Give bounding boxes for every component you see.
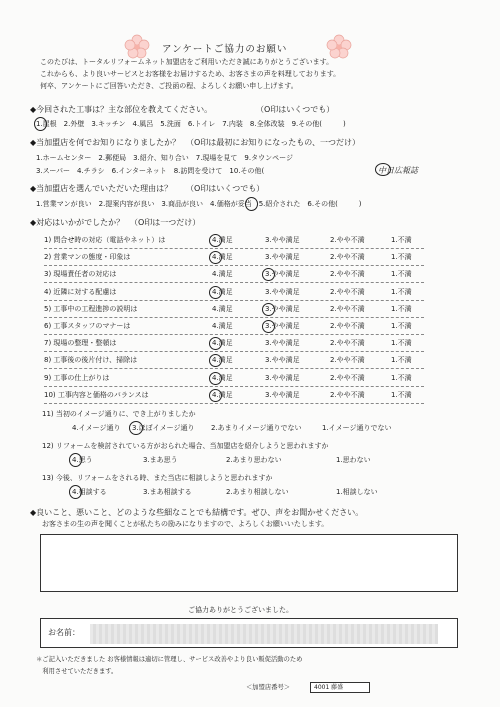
- rating-question-3: 3) 現場責任者の対応は: [44, 270, 117, 278]
- rating-option[interactable]: 1.不満: [391, 253, 412, 261]
- answer-circle: [209, 286, 222, 299]
- name-label: お名前：: [48, 628, 80, 637]
- q13-option-2[interactable]: 2.あまり相談しない: [226, 488, 289, 496]
- rating-option[interactable]: 3.やや満足: [265, 322, 300, 330]
- row-divider: [44, 403, 424, 404]
- rating-option[interactable]: 3.やや満足: [265, 236, 300, 244]
- answer-circle: [262, 268, 275, 281]
- answer-circle: [209, 234, 222, 247]
- rating-option[interactable]: 4.満足: [212, 270, 233, 278]
- sakura-flower-icon: [124, 34, 150, 60]
- q1-hint: （O印はいくつでも）: [256, 105, 335, 114]
- q4-heading: ◆対応はいかがでしたか？: [30, 218, 125, 227]
- rating-option[interactable]: 4.満足: [212, 339, 233, 347]
- answer-circle: [262, 303, 275, 316]
- rating-option[interactable]: 1.不満: [391, 305, 412, 313]
- rating-option[interactable]: 2.やや不満: [330, 391, 365, 399]
- q12-option-1[interactable]: 1.思わない: [336, 456, 371, 464]
- q2-heading: ◆当加盟店を何でお知りになりましたか？: [30, 138, 181, 147]
- answer-circle: [34, 117, 47, 131]
- q11-option-4[interactable]: 4.イメージ通り: [72, 424, 121, 432]
- member-number-label: ＜加盟店番号＞: [246, 684, 291, 691]
- privacy-note-2: 利用させていただきます。: [36, 668, 118, 675]
- page-title: アンケートご協力のお願い: [162, 44, 288, 55]
- answer-circle: [209, 251, 222, 264]
- rating-option[interactable]: 3.やや満足: [265, 305, 300, 313]
- rating-option[interactable]: 4.満足: [212, 391, 233, 399]
- row-divider: [44, 386, 424, 387]
- row-divider: [44, 248, 424, 249]
- q12-option-4[interactable]: 4.思う: [72, 456, 93, 464]
- rating-option[interactable]: 3.やや満足: [265, 270, 300, 278]
- answer-circle: [69, 453, 82, 467]
- rating-option[interactable]: 1.不満: [391, 374, 412, 382]
- intro-line-2: これからも、より良いサービスとお客様をお届けするため、お客さまの声を料理しております。: [40, 70, 341, 78]
- answer-circle: [209, 337, 222, 350]
- row-divider: [44, 282, 424, 283]
- answer-circle: [209, 372, 222, 385]
- rating-question-4: 4) 近隣に対する配慮は: [44, 288, 117, 296]
- rating-option[interactable]: 2.やや不満: [330, 305, 365, 313]
- privacy-note-1: ＊ご記入いただきました お客様情報は適切に管理し、サービス改善やより良い販促活動のため: [36, 656, 303, 663]
- rating-option[interactable]: 2.やや不満: [330, 339, 365, 347]
- rating-option[interactable]: 1.不満: [391, 322, 412, 330]
- rating-option[interactable]: 3.やや満足: [265, 356, 300, 364]
- q13-option-3[interactable]: 3.まあ相談する: [143, 488, 192, 496]
- q11-option-1[interactable]: 1.イメージ通りでない: [322, 424, 392, 432]
- row-divider: [44, 334, 424, 335]
- rating-option[interactable]: 2.やや不満: [330, 322, 365, 330]
- rating-option[interactable]: 3.やや満足: [265, 374, 300, 382]
- sakura-flower-icon: [326, 34, 352, 60]
- intro-line-3: 何卒、アンケートにご回答いただき、ご投函の程、よろしくお願い申し上げます。: [40, 82, 298, 90]
- row-divider: [44, 317, 424, 318]
- rating-option[interactable]: 3.やや満足: [265, 288, 300, 296]
- rating-option[interactable]: 3.やや満足: [265, 391, 300, 399]
- rating-option[interactable]: 1.不満: [391, 391, 412, 399]
- rating-question-10: 10) 工事内容と価格のバランスは: [44, 391, 149, 399]
- q3-heading: ◆当加盟店を選んでいただいた理由は？: [30, 184, 173, 193]
- thanks-text: ご協力ありがとうございました。: [188, 606, 293, 614]
- row-divider: [44, 300, 424, 301]
- rating-option[interactable]: 2.やや不満: [330, 270, 365, 278]
- q11-option-2[interactable]: 2.あまりイメージ通りでない: [211, 424, 302, 432]
- rating-option[interactable]: 2.やや不満: [330, 288, 365, 296]
- rating-option[interactable]: 3.やや満足: [265, 253, 300, 261]
- rating-option[interactable]: 1.不満: [391, 339, 412, 347]
- answer-circle: [69, 485, 82, 499]
- q12-question: 12) リフォームを検討されている方がおられた場合、当加盟店を紹介しようと思われますか: [42, 442, 329, 450]
- rating-question-6: 6) 工事スタッフのマナーは: [44, 322, 131, 330]
- answer-circle: [245, 197, 258, 211]
- rating-question-1: 1) 問合せ時の対応（電話やネット）は: [44, 236, 166, 244]
- redacted-name: [90, 624, 438, 644]
- rating-question-5: 5) 工事中の工程進捗の説明は: [44, 305, 138, 313]
- rating-option[interactable]: 4.満足: [212, 236, 233, 244]
- q2-other-handwritten: 中日広報誌: [378, 166, 418, 175]
- q3-hint: （O印はいくつでも）: [186, 184, 265, 193]
- rating-option[interactable]: 2.やや不満: [330, 374, 365, 382]
- rating-option[interactable]: 4.満足: [212, 305, 233, 313]
- rating-option[interactable]: 3.やや満足: [265, 339, 300, 347]
- q1-heading: ◆今回された工事は？主な部位を教えてください。: [30, 105, 213, 114]
- rating-option[interactable]: 1.不満: [391, 288, 412, 296]
- row-divider: [44, 351, 424, 352]
- rating-option[interactable]: 1.不満: [391, 356, 412, 364]
- row-divider: [44, 368, 424, 369]
- q2-hint: （O印は最初にお知りになったもの、一つだけ）: [186, 138, 360, 147]
- q5-heading: ◆良いこと、悪いこと、どのような些細なことでも結構です。ぜひ、声をお聞かせください。: [30, 508, 364, 517]
- q4-hint: （O印は一つだけ）: [130, 218, 201, 227]
- rating-question-9: 9) 工事の仕上がりは: [44, 374, 110, 382]
- row-divider: [44, 265, 424, 266]
- member-number-stamp: 4001 藤盛: [310, 682, 370, 693]
- answer-circle: [375, 163, 391, 176]
- q12-option-3[interactable]: 3.まあ思う: [143, 456, 178, 464]
- q5-sub: お客さまの生の声を聞くことが私たちの励みになりますので、よろしくお願いいたします。: [42, 520, 329, 528]
- rating-option[interactable]: 2.やや不満: [330, 236, 365, 244]
- q11-question: 11) 当初のイメージ通りに、でき上がりましたか: [42, 410, 196, 418]
- rating-option[interactable]: 4.満足: [212, 288, 233, 296]
- q3-options[interactable]: 1.営業マンが良い 2.提案内容が良い 3.商品が良い 4.価格が妥当 5.紹介された 6.その他( ): [36, 200, 362, 208]
- answer-circle: [209, 354, 222, 367]
- q13-question: 13) 今後、リフォームをされる時、また当店に相談しようと思われますか: [42, 474, 273, 482]
- intro-line-1: このたびは、トータルリフォームネット加盟店をご利用いただき誠にありがとうございます。: [40, 58, 334, 66]
- rating-option[interactable]: 4.満足: [212, 253, 233, 261]
- rating-option[interactable]: 1.不満: [391, 270, 412, 278]
- rating-option[interactable]: 4.満足: [212, 356, 233, 364]
- q2-options-row2[interactable]: 3.スーパー 4.チラシ 6.インターネット 8.訪問を受けて 10.その他(: [36, 167, 265, 175]
- rating-question-2: 2) 営業マンの態度・印象は: [44, 253, 131, 261]
- q13-option-1[interactable]: 1.相談しない: [336, 488, 378, 496]
- answer-circle: [262, 320, 275, 333]
- rating-question-8: 8) 工事後の後片付け、掃除は: [44, 356, 138, 364]
- q13-option-4[interactable]: 4.相談する: [72, 488, 107, 496]
- answer-circle: [129, 421, 143, 435]
- rating-option[interactable]: 2.やや不満: [330, 253, 365, 261]
- rating-option[interactable]: 2.やや不満: [330, 356, 365, 364]
- rating-option[interactable]: 4.満足: [212, 374, 233, 382]
- q11-option-3[interactable]: 3.ほぼイメージ通り: [132, 424, 195, 432]
- rating-question-7: 7) 現場の整理・整頓は: [44, 339, 117, 347]
- rating-option[interactable]: 4.満足: [212, 322, 233, 330]
- answer-circle: [209, 389, 222, 402]
- rating-option[interactable]: 1.不満: [391, 236, 412, 244]
- q2-options-row1[interactable]: 1.ホームセンター 2.郵便局 3.紹介、知り合い 7.現場を見て 9.タウンページ: [36, 154, 293, 162]
- q12-option-2[interactable]: 2.あまり思わない: [226, 456, 282, 464]
- q1-options[interactable]: 1.屋根 2.外壁 3.キッチン 4.風呂 5.洗面 6.トイレ 7.内装 8.全体改装 9.その他( ): [36, 120, 346, 128]
- comment-box[interactable]: [40, 534, 458, 592]
